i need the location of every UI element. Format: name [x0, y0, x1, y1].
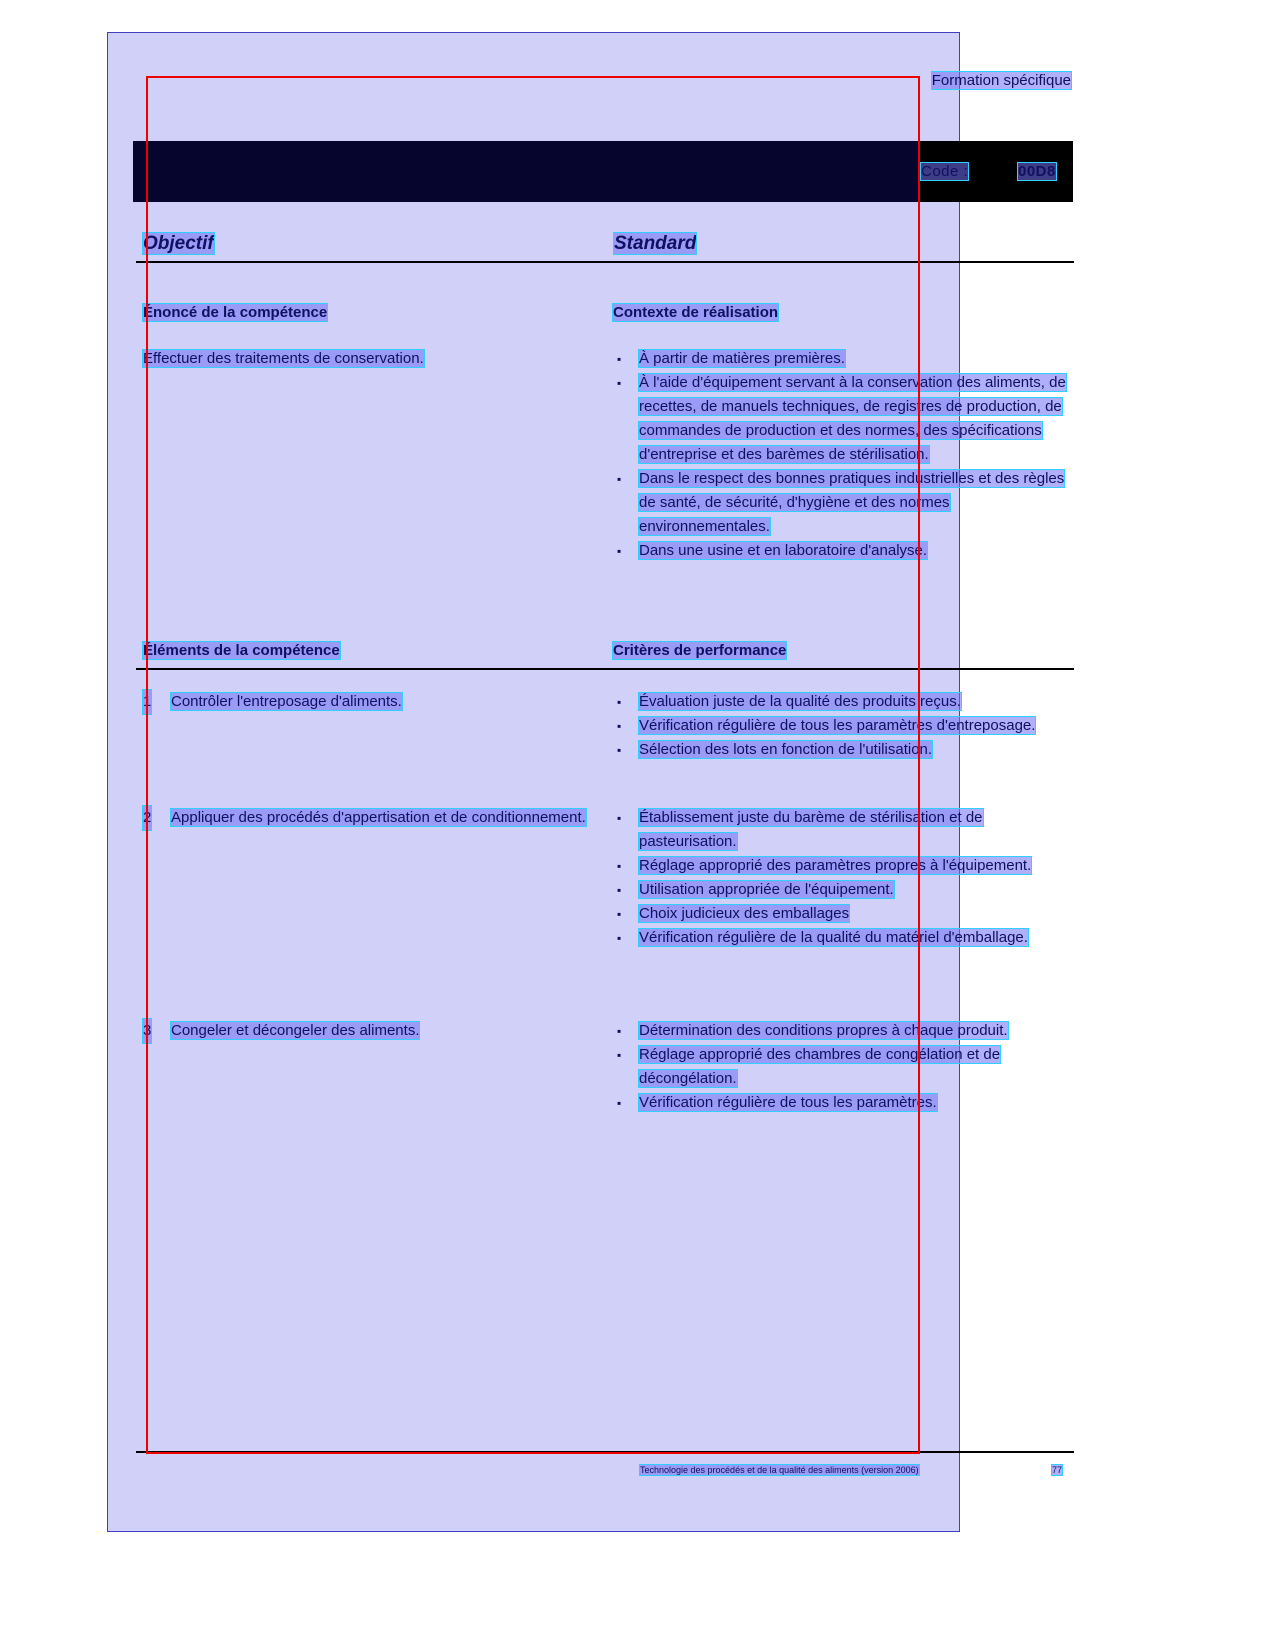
column-heading-objectif [143, 233, 214, 255]
subheading-enonce [143, 304, 327, 321]
list-item-text: Utilisation appropriée de l'équipement. [639, 881, 894, 898]
criteres-list-2 [613, 806, 1078, 950]
list-item [613, 806, 1078, 854]
enonce-competence [143, 347, 593, 371]
list-item [613, 347, 1078, 371]
contexte-list [613, 347, 1078, 563]
list-item-text: Vérification régulière de tous les paramètres d'entreposage. [639, 717, 1036, 734]
bullet-icon: ▪ [617, 1096, 622, 1110]
bullet-icon: ▪ [617, 695, 622, 709]
subheading-enonce-text: Énoncé de la compétence [143, 304, 328, 321]
list-item-text: Détermination des conditions propres à chaque produit. [639, 1022, 1008, 1039]
bullet-icon: ▪ [617, 907, 622, 921]
element-row-1 [143, 690, 598, 714]
column-heading-objectif-text: Objectif [143, 233, 214, 254]
list-item-text: Évaluation juste de la qualité des produits reçus. [639, 693, 961, 710]
bullet-icon: ▪ [617, 544, 622, 558]
bullet-icon: ▪ [617, 743, 622, 757]
list-item-text: Vérification régulière de tous les paramètres. [639, 1094, 937, 1111]
element-number: 2 [143, 806, 151, 830]
list-item-text: Choix judicieux des emballages [639, 905, 850, 922]
page-number: 77 [1051, 1465, 1062, 1475]
list-item-text: Sélection des lots en fonction de l'utilisation. [639, 741, 933, 758]
divider-bottom [136, 1451, 1074, 1453]
subheading-elements-text: Éléments de la compétence [143, 642, 340, 659]
list-item [613, 1043, 1078, 1091]
element-text: Contrôler l'entreposage d'aliments. [171, 693, 402, 710]
list-item-text: Réglage approprié des paramètres propres à l'équipement. [639, 857, 1032, 874]
criteres-list-3 [613, 1019, 1078, 1115]
bullet-icon: ▪ [617, 931, 622, 945]
bullet-icon: ▪ [617, 1048, 622, 1062]
bullet-icon: ▪ [617, 1024, 622, 1038]
list-item [613, 690, 1078, 714]
list-item [613, 1091, 1078, 1115]
code-label: Code : [921, 163, 969, 180]
list-item [613, 902, 1078, 926]
subheading-contexte [613, 304, 778, 321]
column-heading-standard-text: Standard [614, 233, 697, 254]
subheading-criteres-text: Critères de performance [613, 642, 787, 659]
enonce-competence-text: Effectuer des traitements de conservation. [143, 350, 424, 367]
list-item-text: Établissement juste du barème de stérilisation et de pasteurisation. [639, 809, 983, 850]
column-heading-standard [614, 233, 696, 255]
criteres-list-1 [613, 690, 1078, 762]
list-item-text: À partir de matières premières. [639, 350, 845, 367]
footer-text: Technologie des procédés et de la qualité des aliments (version 2006) [640, 1465, 919, 1475]
list-item-text: Vérification régulière de la qualité du matériel d'emballage. [639, 929, 1028, 946]
bullet-icon: ▪ [617, 883, 622, 897]
list-item [613, 371, 1078, 467]
element-text: Congeler et décongeler des aliments. [171, 1022, 420, 1039]
code-value: 00D8 [1018, 163, 1056, 180]
subheading-contexte-text: Contexte de réalisation [613, 304, 779, 321]
bullet-icon: ▪ [617, 811, 622, 825]
list-item [613, 926, 1078, 950]
element-row-3 [143, 1019, 598, 1043]
divider-top [136, 261, 1074, 263]
subheading-criteres [613, 642, 786, 659]
list-item [613, 539, 1078, 563]
list-item-text: Dans une usine et en laboratoire d'analyse. [639, 542, 928, 559]
list-item-text: Dans le respect des bonnes pratiques industrielles et des règles de santé, de sécurité, d'hygiène et des normes environnementales. [639, 470, 1065, 535]
subheading-elements [143, 642, 340, 659]
header-formation-text: Formation spécifique [931, 72, 1071, 89]
bullet-icon: ▪ [617, 719, 622, 733]
element-number: 1 [143, 690, 151, 714]
divider-middle [136, 668, 1074, 670]
element-text: Appliquer des procédés d'appertisation et de conditionnement. [171, 809, 586, 826]
element-row-2 [143, 806, 598, 830]
list-item [613, 854, 1078, 878]
bullet-icon: ▪ [617, 352, 622, 366]
bullet-icon: ▪ [617, 472, 622, 486]
list-item-text: Réglage approprié des chambres de congélation et de décongélation. [639, 1046, 1001, 1087]
list-item [613, 714, 1078, 738]
list-item [613, 878, 1078, 902]
page-footer [640, 1465, 1074, 1475]
list-item-text: À l'aide d'équipement servant à la conservation des aliments, de recettes, de manuels techniques, de registres de production, de commandes de production et des normes, des spécifications d'entreprise et des barèmes de stérilisation. [639, 374, 1066, 463]
list-item [613, 467, 1078, 539]
list-item [613, 1019, 1078, 1043]
list-item [613, 738, 1078, 762]
bullet-icon: ▪ [617, 859, 622, 873]
header-formation-label [932, 72, 1071, 89]
bullet-icon: ▪ [617, 376, 622, 390]
element-number: 3 [143, 1019, 151, 1043]
